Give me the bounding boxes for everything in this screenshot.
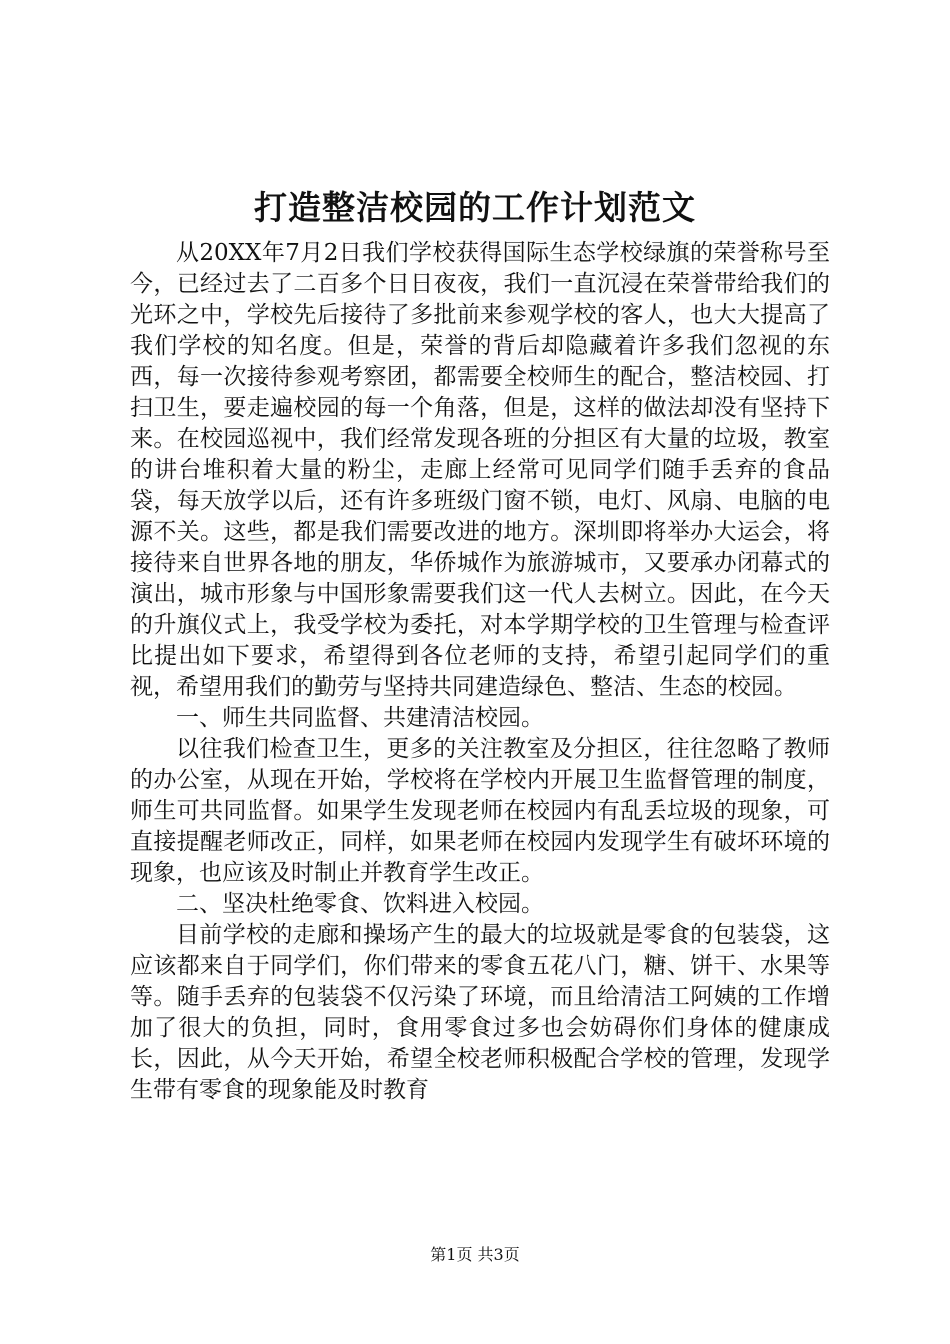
paragraph-section-2: 目前学校的走廊和操场产生的最大的垃圾就是零食的包装袋，这应该都来自于同学们，你们带来的零食五花八门，糖、饼干、水果等等。随手丢弃的包装袋不仅污染了环境，而且给清洁工阿姨的工作增加了很大的负担，同时，食用零食过多也会妨碍你们身体的健康成长，因此，从今天开始，希望全校老师积极配合学校的管理，发现学生带有零食的现象能及时教育	[130, 922, 830, 1103]
paragraph-section-1: 以往我们检查卫生，更多的关注教室及分担区，往往忽略了教师的办公室，从现在开始，学校将在学校内开展卫生监督管理的制度，师生可共同监督。如果学生发现老师在校园内有乱丢垃圾的现象，可直接提醒老师改正，同样，如果老师在校园内发现学生有破坏环境的现象，也应该及时制止并教育学生改正。	[130, 736, 830, 886]
section-heading-1: 一、师生共同监督、共建清洁校园。	[176, 705, 544, 731]
document-body	[130, 238, 830, 1106]
document-title: 打造整洁校园的工作计划范文	[254, 188, 696, 227]
paragraph-intro: 从20XX年7月2日我们学校获得国际生态学校绿旗的荣誉称号至今，已经过去了二百多个日日夜夜，我们一直沉浸在荣誉带给我们的光环之中，学校先后接待了多批前来参观学校的客人，也大大提高了我们学校的知名度。但是，荣誉的背后却隐藏着许多我们忽视的东西，每一次接待参观考察团，都需要全校师生的配合，整洁校园、打扫卫生，要走遍校园的每一个角落，但是，这样的做法却没有坚持下来。在校园巡视中，我们经常发现各班的分担区有大量的垃圾，教室的讲台堆积着大量的粉尘，走廊上经常可见同学们随手丢弃的食品袋，每天放学以后，还有许多班级门窗不锁，电灯、风扇、电脑的电源不关。这些，都是我们需要改进的地方。深圳即将举办大运会，将接待来自世界各地的朋友，华侨城作为旅游城市，又要承办闭幕式的演出，城市形象与中国形象需要我们这一代人去树立。因此，在今天的升旗仪式上，我受学校为委托，对本学期学校的卫生管理与检查评比提出如下要求，希望得到各位老师的支持，希望引起同学们的重视，希望用我们的勤劳与坚持共同建造绿色、整洁、生态的校园。	[130, 240, 830, 700]
section-heading-2: 二、坚决杜绝零食、饮料进入校园。	[176, 891, 544, 917]
page-number-footer: 第1页 共3页	[430, 1245, 520, 1264]
